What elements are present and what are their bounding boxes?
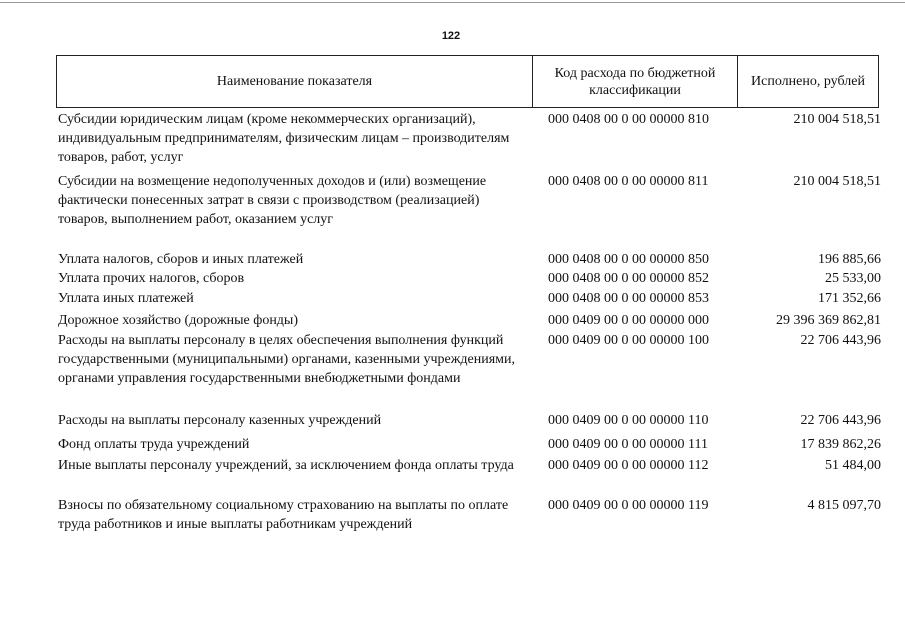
row-code: 000 0408 00 0 00 00000 852 <box>548 271 709 286</box>
column-header-name: Наименование показателя <box>57 56 533 107</box>
row-name: Фонд оплаты труда учреждений <box>58 437 250 452</box>
table-header <box>56 55 879 108</box>
row-name: Уплата прочих налогов, сборов <box>58 271 245 286</box>
row-code: 000 0409 00 0 00 00000 100 <box>548 333 709 348</box>
row-code: 000 0409 00 0 00 00000 111 <box>548 437 708 452</box>
row-name: Взносы по обязательному социальному страхованию на выплаты по оплате труда работников и иные выплаты работникам учреждений <box>58 498 509 532</box>
row-name: Уплата налогов, сборов и иных платежей <box>58 252 304 267</box>
row-name: Иные выплаты персоналу учреждений, за исключением фонда оплаты труда <box>58 458 514 473</box>
row-name: Расходы на выплаты персоналу казенных учреждений <box>58 413 382 428</box>
row-code: 000 0409 00 0 00 00000 119 <box>548 498 709 513</box>
row-amount: 25 533,00 <box>825 271 881 286</box>
row-code: 000 0409 00 0 00 00000 112 <box>548 458 709 473</box>
column-header-code: Код расхода по бюджетной классификации <box>533 56 738 107</box>
row-amount: 196 885,66 <box>818 252 881 267</box>
row-code: 000 0409 00 0 00 00000 000 <box>548 313 709 328</box>
row-name: Дорожное хозяйство (дорожные фонды) <box>58 313 299 328</box>
row-amount: 51 484,00 <box>825 458 881 473</box>
row-code: 000 0408 00 0 00 00000 810 <box>548 112 709 127</box>
row-amount: 22 706 443,96 <box>800 333 881 348</box>
row-code: 000 0409 00 0 00 00000 110 <box>548 413 709 428</box>
row-name: Расходы на выплаты персоналу в целях обеспечения выполнения функций государственными (муниципальными) органами, казенными учреждениями, органами управления государственными внебюджетными фондами <box>58 333 515 386</box>
row-amount: 171 352,66 <box>818 291 881 306</box>
row-name: Субсидии юридическим лицам (кроме некоммерческих организаций), индивидуальным предпринимателям, физическим лицам – производителям товаров, работ, услуг <box>58 112 510 165</box>
page-number: 122 <box>441 30 461 42</box>
row-code: 000 0408 00 0 00 00000 811 <box>548 174 709 189</box>
column-header-amount: Исполнено, рублей <box>751 74 865 89</box>
row-amount: 4 815 097,70 <box>807 498 881 513</box>
row-name: Уплата иных платежей <box>58 291 194 306</box>
row-amount: 210 004 518,51 <box>793 112 881 127</box>
row-name: Субсидии на возмещение недополученных доходов и (или) возмещение фактически понесенных затрат в связи с производством (реализацией) товаров, выполнением работ, оказанием услуг <box>58 174 487 227</box>
row-amount: 210 004 518,51 <box>793 174 881 189</box>
row-amount: 22 706 443,96 <box>800 413 881 428</box>
row-code: 000 0408 00 0 00 00000 853 <box>548 291 709 306</box>
row-amount: 29 396 369 862,81 <box>776 313 881 328</box>
page-top-border <box>0 2 905 3</box>
row-code: 000 0408 00 0 00 00000 850 <box>548 252 709 267</box>
row-amount: 17 839 862,26 <box>800 437 881 452</box>
